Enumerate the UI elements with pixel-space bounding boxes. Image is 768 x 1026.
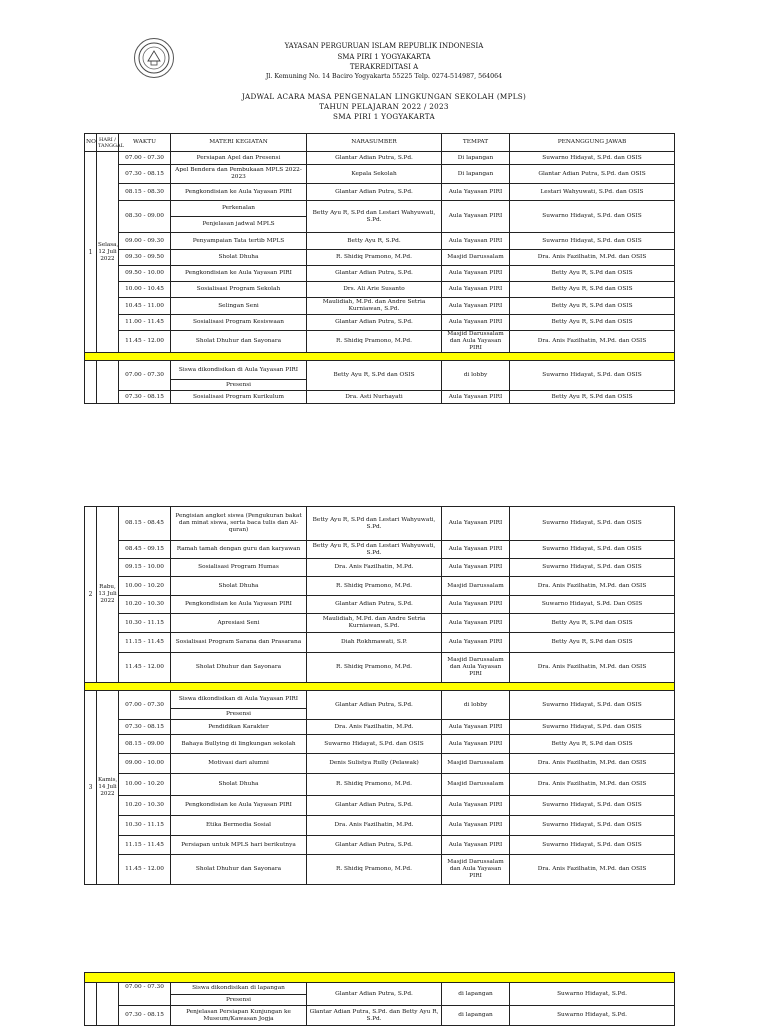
table-row [85,233,675,250]
speaker-cell: Glantar Adian Putra, S.Pd. [307,152,442,165]
activity-cell: Selingan Seni [171,298,307,315]
pic-cell: Betty Ayu R, S.Pd dan OSIS [510,735,675,754]
pic-cell: Lestari Wahyuwati, S.Pd. dan OSIS [510,184,675,201]
pic-cell: Suwarno Hidayat, S.Pd. dan OSIS [510,816,675,836]
place-cell: Aula Yayasan PIRI [442,816,510,836]
speaker-cell: Glantar Adian Putra, S.Pd. [307,796,442,816]
day-date: Selasa, 12 Juli 2022 [97,152,119,353]
day-number: 1 [85,152,97,353]
pic-cell: Suwarno Hidayat, S.Pd. dan OSIS [510,796,675,816]
speaker-cell: Dra. Asti Nurhayati [307,391,442,404]
activity-cell: Apel Bendera dan Pembukaan MPLS 2022-2023 [171,165,307,184]
place-cell: Aula Yayasan PIRI [442,391,510,404]
pic-cell: Betty Ayu R, S.Pd dan OSIS [510,266,675,282]
schedule-table-3 [84,972,675,1026]
activity-cell: Pengkondisian ke Aula Yayasan PIRI [171,184,307,201]
table-row [85,577,675,596]
pic-cell: Suwarno Hidayat, S.Pd. dan OSIS [510,720,675,735]
place-cell: Aula Yayasan PIRI [442,541,510,559]
speaker-cell: Glantar Adian Putra, S.Pd. [307,596,442,614]
place-cell: Masjid Darussalam [442,754,510,774]
pic-cell: Betty Ayu R, S.Pd dan OSIS [510,614,675,633]
place-cell: Aula Yayasan PIRI [442,596,510,614]
doc-subtitle-school: SMA PIRI 1 YOGYAKARTA [333,112,435,121]
place-cell: Aula Yayasan PIRI [442,633,510,653]
place-cell: Masjid Darussalam [442,774,510,796]
day-number: 2 [85,507,97,683]
accreditation: TERAKREDITASI A [349,63,419,71]
place-cell: Di lapangan [442,165,510,184]
time-cell: 07.00 - 07.30 [119,361,171,391]
place-cell: Masjid Darussalam [442,577,510,596]
table-row [85,633,675,653]
activity-line: Presensi [170,379,307,390]
table-row [85,250,675,266]
place-cell: Aula Yayasan PIRI [442,507,510,541]
speaker-cell: Betty Ayu R, S.Pd. [307,233,442,250]
table-row [85,855,675,885]
place-cell: di lapangan [442,1006,510,1026]
pic-cell: Dra. Anis Fazilhatin, M.Pd. dan OSIS [510,855,675,885]
day-date: Kamis, 14 Juli 2022 [97,691,119,885]
place-cell: Aula Yayasan PIRI [442,720,510,735]
place-cell: Masjid Darussalam [442,250,510,266]
activity-cell: Sholat Dhuhur dan Sayonara [171,855,307,885]
table-row [85,596,675,614]
pic-cell: Betty Ayu R, S.Pd dan OSIS [510,391,675,404]
time-cell: 08.30 - 09.00 [119,201,171,233]
table-row [85,266,675,282]
day-number: 3 [85,691,97,885]
time-cell: 07.30 - 08.15 [119,165,171,184]
table-row [85,361,675,391]
time-cell: 07.00 - 07.30 [119,691,171,720]
activity-cell: Apresiasi Seni [171,614,307,633]
school-name: SMA PIRI 1 YOGYAKARTA [337,53,431,61]
activity-cell [171,361,307,391]
activity-cell: Ramah tamah dengan guru dan karyawan [171,541,307,559]
activity-line: Penjelasan jadwal MPLS [170,216,307,232]
pic-cell: Suwarno Hidayat, S.Pd. [510,1006,675,1026]
speaker-cell: Maulidiah, M.Pd. dan Andre Setria Kurniawan, S.Pd. [307,614,442,633]
table-header-row [85,134,675,152]
time-cell: 09.30 - 09.50 [119,250,171,266]
table-row [85,720,675,735]
activity-cell: Penyampaian Tata tertib MPLS [171,233,307,250]
time-cell: 10.20 - 10.30 [119,596,171,614]
activity-cell: Sosialisasi Program Kurikulum [171,391,307,404]
table-row [85,184,675,201]
speaker-cell: R. Shidiq Pramono, M.Pd. [307,855,442,885]
table-row [85,774,675,796]
table-row [85,983,675,1006]
time-cell: 09.15 - 10.00 [119,559,171,577]
table-row [85,541,675,559]
activity-cell: Pengkondisian ke Aula Yayasan PIRI [171,266,307,282]
time-cell: 11.15 - 11.45 [119,633,171,653]
place-cell: di lapangan [442,983,510,1006]
pic-cell: Dra. Anis Fazilhatin, M.Pd. dan OSIS [510,577,675,596]
time-cell: 07.30 - 08.15 [119,720,171,735]
activity-line: Siswa dikondisikan di Aula Yayasan PIRI [178,696,299,702]
pic-cell: Suwarno Hidayat, S.Pd. dan OSIS [510,233,675,250]
place-cell: Aula Yayasan PIRI [442,735,510,754]
place-cell: Masjid Darussalam dan Aula Yayasan PIRI [442,855,510,885]
place-cell: Aula Yayasan PIRI [442,201,510,233]
time-cell: 11.45 - 12.00 [119,653,171,683]
table-row [85,201,675,233]
day-date-cell [97,361,119,404]
speaker-cell: R. Shidiq Pramono, M.Pd. [307,250,442,266]
pic-cell: Dra. Anis Fazilhatin, M.Pd. dan OSIS [510,653,675,683]
pic-cell: Suwarno Hidayat, S.Pd. dan OSIS [510,836,675,855]
time-cell: 07.30 - 08.15 [119,1006,171,1026]
place-cell: di lobby [442,361,510,391]
time-cell: 08.15 - 08.30 [119,184,171,201]
time-cell: 10.00 - 10.20 [119,577,171,596]
table-row [85,1006,675,1026]
pic-cell: Dra. Anis Fazilhatin, M.Pd. dan OSIS [510,250,675,266]
col-pic: PENANGGUNG JAWAB [510,134,675,152]
table-row [85,298,675,315]
activity-cell: Penjelasan Persiapan Kunjungan ke Museum/Kawasan Jogja [171,1006,307,1026]
pic-cell: Betty Ayu R, S.Pd dan OSIS [510,315,675,331]
speaker-cell: Glantar Adian Putra, S.Pd. [307,315,442,331]
activity-line: Perkenalan [221,205,256,211]
activity-cell: Sholat Dhuha [171,774,307,796]
activity-cell: Pendidikan Karakter [171,720,307,735]
pic-cell: Dra. Anis Fazilhatin, M.Pd. dan OSIS [510,774,675,796]
doc-title: JADWAL ACARA MASA PENGENALAN LINGKUNGAN SEKOLAH (MPLS) [241,92,527,101]
activity-cell [171,983,307,1006]
pic-cell: Suwarno Hidayat, S.Pd. dan OSIS [510,541,675,559]
pic-cell: Suwarno Hidayat, S.Pd. dan OSIS [510,152,675,165]
table-row [85,165,675,184]
place-cell: di lobby [442,691,510,720]
pic-cell: Suwarno Hidayat, S.Pd. dan OSIS [510,559,675,577]
activity-line: Presensi [170,994,307,1005]
separator-cell [85,353,675,361]
place-cell: Aula Yayasan PIRI [442,282,510,298]
speaker-cell: Glantar Adian Putra, S.Pd. [307,184,442,201]
speaker-cell: Glantar Adian Putra, S.Pd. [307,983,442,1006]
speaker-cell: Betty Ayu R, S.Pd dan Lestari Wahyuwati, S.Pd. [307,541,442,559]
place-cell: Aula Yayasan PIRI [442,614,510,633]
speaker-cell: Glantar Adian Putra, S.Pd. [307,836,442,855]
col-place: TEMPAT [442,134,510,152]
time-cell: 07.00 - 07.30 [119,983,171,1006]
col-speaker: NARASUMBER [307,134,442,152]
place-cell: Masjid Darussalam dan Aula Yayasan PIRI [442,653,510,683]
day-date-cell [97,983,119,1026]
activity-cell: Etika Bermedia Sosial [171,816,307,836]
time-cell: 10.30 - 11.15 [119,816,171,836]
speaker-cell: Kepala Sekolah [307,165,442,184]
activity-cell: Sosialisasi Program Sekolah [171,282,307,298]
pic-cell: Dra. Anis Fazilhatin, M.Pd. dan OSIS [510,754,675,774]
pic-cell: Suwarno Hidayat, S.Pd. dan OSIS [510,507,675,541]
pic-cell: Suwarno Hidayat, S.Pd. dan OSIS [510,201,675,233]
time-cell: 07.00 - 07.30 [119,152,171,165]
pic-cell: Suwarno Hidayat, S.Pd. dan OSIS [510,361,675,391]
activity-cell [171,201,307,233]
table-row [85,836,675,855]
activity-cell: Pengkondisian ke Aula Yayasan PIRI [171,796,307,816]
time-cell: 10.00 - 10.20 [119,774,171,796]
place-cell: Aula Yayasan PIRI [442,559,510,577]
speaker-cell: Dra. Anis Fazilhatin, M.Pd. [307,720,442,735]
speaker-cell: Maulidiah, M.Pd. dan Andre Setria Kurniawan, S.Pd. [307,298,442,315]
activity-cell: Motivasi dari alumni [171,754,307,774]
activity-cell: Persiapan Apel dan Presensi [171,152,307,165]
time-cell: 07.30 - 08.15 [119,391,171,404]
col-day: HARI / TANGGAL [97,134,119,152]
time-cell: 08.45 - 09.15 [119,541,171,559]
time-cell: 11.00 - 11.45 [119,315,171,331]
activity-cell: Sosialisasi Program Kesiswaan [171,315,307,331]
speaker-cell: Betty Ayu R, S.Pd dan Lestari Wahyuwati, S.Pd. [307,507,442,541]
time-cell: 08.15 - 08.45 [119,507,171,541]
pic-cell: Betty Ayu R, S.Pd dan OSIS [510,282,675,298]
place-cell: Aula Yayasan PIRI [442,796,510,816]
day-number-cell [85,361,97,404]
day-date: Rabu, 13 Juli 2022 [97,507,119,683]
activity-line: Presensi [170,708,307,719]
activity-cell: Pengisian angket siswa (Pengukuran bakat dan minat siswa, serta baca tulis dan Al-quran) [171,507,307,541]
time-cell: 10.20 - 10.30 [119,796,171,816]
day-separator [85,683,675,691]
place-cell: Aula Yayasan PIRI [442,836,510,855]
activity-cell: Persiapan untuk MPLS hari berikutnya [171,836,307,855]
activity-line: Siswa dikondisikan di Aula Yayasan PIRI [178,366,299,373]
place-cell: Aula Yayasan PIRI [442,184,510,201]
activity-cell: Pengkondisian ke Aula Yayasan PIRI [171,596,307,614]
table-row [85,614,675,633]
table-row [85,152,675,165]
time-cell: 08.15 - 09.00 [119,735,171,754]
speaker-cell: Diah Rokhmawati, S.P. [307,633,442,653]
day-separator [85,353,675,361]
doc-subtitle-year: TAHUN PELAJARAN 2022 / 2023 [319,102,449,111]
schedule-table-2 [84,506,675,885]
time-cell: 10.30 - 11.15 [119,614,171,633]
col-no: NO [85,134,97,152]
table-row [85,653,675,683]
place-cell: Masjid Darussalam dan Aula Yayasan PIRI [442,331,510,353]
col-time: WAKTU [119,134,171,152]
time-cell: 09.50 - 10.00 [119,266,171,282]
speaker-cell: R. Shidiq Pramono, M.Pd. [307,774,442,796]
pic-cell: Dra. Anis Fazilhatin, M.Pd. dan OSIS [510,331,675,353]
table-row [85,735,675,754]
table-row [85,796,675,816]
time-cell: 10.00 - 10.45 [119,282,171,298]
time-cell: 10.45 - 11.00 [119,298,171,315]
table-row [85,559,675,577]
table-row [85,754,675,774]
schedule-table-1 [84,133,675,404]
table-row [85,282,675,298]
table-row [85,331,675,353]
day-number-cell [85,983,97,1026]
pic-cell: Glantar Adian Putra, S.Pd. dan OSIS [510,165,675,184]
speaker-cell: Betty Ayu R, S.Pd dan Lestari Wahyuwati, S.Pd. [307,201,442,233]
day-separator [85,973,675,983]
speaker-cell: R. Shidiq Pramono, M.Pd. [307,331,442,353]
activity-cell: Sosialisasi Program Humas [171,559,307,577]
speaker-cell: Dra. Anis Fazilhatin, M.Pd. [307,816,442,836]
foundation-name: YAYASAN PERGURUAN ISLAM REPUBLIK INDONESIA [284,42,484,50]
separator-cell [85,973,675,983]
activity-cell: Sholat Dhuha [171,577,307,596]
pic-cell: Suwarno Hidayat, S.Pd. dan OSIS [510,691,675,720]
activity-cell: Sholat Dhuhur dan Sayonara [171,653,307,683]
speaker-cell: R. Shidiq Pramono, M.Pd. [307,577,442,596]
time-cell: 11.45 - 12.00 [119,855,171,885]
activity-line: Siswa dikondisikan di lapangan [192,985,285,991]
speaker-cell: Denis Sulistya Rully (Pelawak) [307,754,442,774]
place-cell: Aula Yayasan PIRI [442,298,510,315]
activity-cell [171,691,307,720]
activity-cell: Sosialisasi Program Sarana dan Prasarana [171,633,307,653]
speaker-cell: Suwarno Hidayat, S.Pd. dan OSIS [307,735,442,754]
time-cell: 11.15 - 11.45 [119,836,171,855]
table-row [85,691,675,720]
separator-cell [85,683,675,691]
pic-cell: Suwarno Hidayat, S.Pd. [510,983,675,1006]
time-cell: 09.00 - 10.00 [119,754,171,774]
table-row [85,507,675,541]
time-cell: 11.45 - 12.00 [119,331,171,353]
table-row [85,315,675,331]
speaker-cell: Drs. Ali Arie Susanto [307,282,442,298]
place-cell: Aula Yayasan PIRI [442,266,510,282]
speaker-cell: Glantar Adian Putra, S.Pd. [307,266,442,282]
time-cell: 09.00 - 09.30 [119,233,171,250]
place-cell: Aula Yayasan PIRI [442,233,510,250]
speaker-cell: Glantar Adian Putra, S.Pd. dan Betty Ayu R, S.Pd. [307,1006,442,1026]
pic-cell: Suwarno Hidayat, S.Pd. Dan OSIS [510,596,675,614]
activity-cell: Sholat Dhuhur dan Sayonara [171,331,307,353]
school-address: Jl. Kemuning No. 14 Baciro Yogyakarta 55225 Telp. 0274-514987, 564064 [265,73,503,80]
activity-cell: Bahaya Bullying di lingkungan sekolah [171,735,307,754]
activity-cell: Sholat Dhuha [171,250,307,266]
pic-cell: Betty Ayu R, S.Pd dan OSIS [510,298,675,315]
speaker-cell: R. Shidiq Pramono, M.Pd. [307,653,442,683]
table-row [85,391,675,404]
col-activity: MATERI KEGIATAN [171,134,307,152]
speaker-cell: Glantar Adian Putra, S.Pd. [307,691,442,720]
place-cell: Aula Yayasan PIRI [442,315,510,331]
speaker-cell: Betty Ayu R, S.Pd dan OSIS [307,361,442,391]
place-cell: Di lapangan [442,152,510,165]
pic-cell: Betty Ayu R, S.Pd dan OSIS [510,633,675,653]
table-row [85,816,675,836]
speaker-cell: Dra. Anis Fazilhatin, M.Pd. [307,559,442,577]
